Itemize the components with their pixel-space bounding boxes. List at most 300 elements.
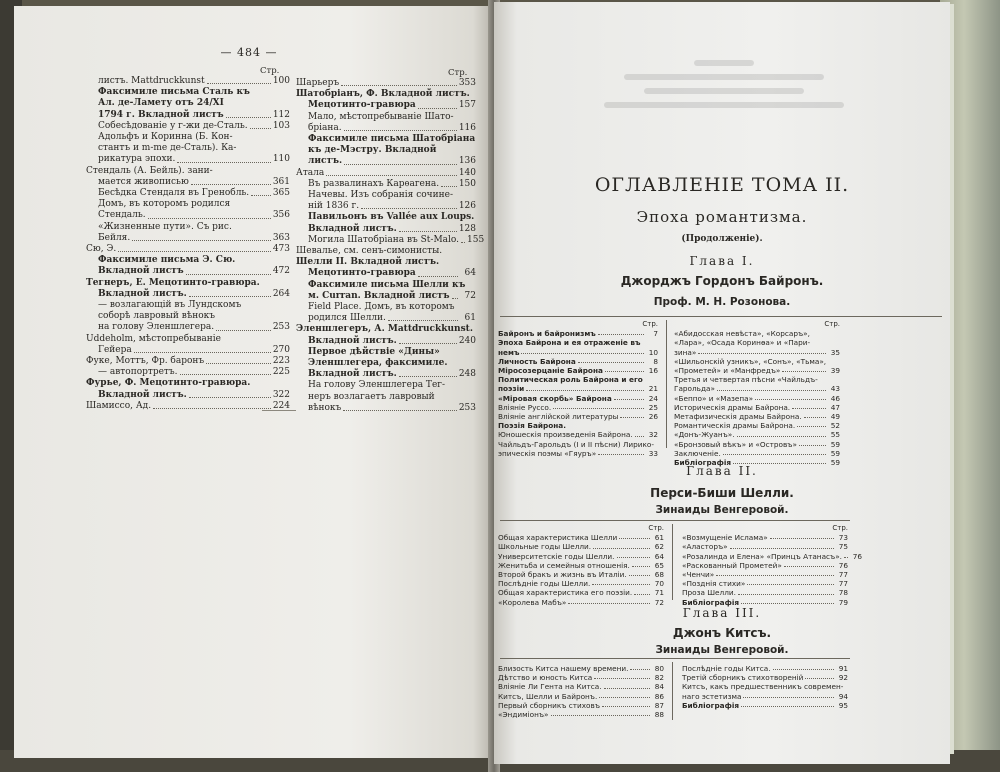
toc-entry-text: «Ченчи» [682,570,715,580]
index-entry-page: 140 [458,167,476,178]
chapter-1-author: Проф. М. Н. Розонова. [653,296,791,308]
index-entry-text: Адольфъ и Коринна (Б. Кон- [98,132,233,143]
index-entry [296,313,476,324]
index-entry [86,87,290,98]
toc-entry-text: Поэзія Байрона. [498,421,566,431]
index-entry-text: Мецотинто-гравюра [308,100,416,111]
toc-entry-leader-dots [617,557,651,558]
toc-entry [498,421,658,430]
index-entry-leader-dots [189,397,271,398]
index-entry [86,132,290,143]
chapter-1-column-divider [666,320,667,448]
toc-entry-text: «Раскованный Прометей» [682,560,782,570]
index-entry-leader-dots [361,208,457,209]
toc-entry-text: Послѣдніе годы Шелли. [498,579,591,589]
toc-entry-text: «Лара», «Осада Коринѳа» и «Пари- [674,338,811,348]
index-entry [296,302,476,313]
toc-entry-text: «Бронзовый вѣкъ» и «Островъ» [674,439,797,449]
toc-entry [674,366,840,375]
index-entry-leader-dots [452,298,458,299]
index-entry-page: 157 [458,100,476,111]
index-entry [296,224,476,235]
index-entry-text: «Жизненные пути». Съ рис. [98,221,232,232]
toc-entry [498,692,664,701]
toc-entry [674,412,840,421]
index-entry-leader-dots [399,376,457,377]
toc-entry-page: 24 [648,393,658,403]
index-entry-leader-dots [177,162,270,163]
toc-entry-page: 65 [654,560,664,570]
toc-entry-leader-dots [598,334,644,335]
toc-entry-text: Близость Китса нашему времени. [498,664,629,673]
index-entry-text: Бесѣдка Стендаля въ Гренобль. [98,188,250,199]
toc-entry [498,403,658,412]
toc-entry-text: «Абидосская невѣста», «Корсаръ», [674,329,810,339]
toc-entry [674,329,840,338]
toc-entry [498,329,658,338]
toc-entry-text: Проза Шелли. [682,588,736,598]
toc-entry [674,375,840,384]
toc-entry-leader-dots [568,603,650,604]
index-entry [86,390,290,401]
chapter-2-left-column [498,524,664,607]
index-entry [86,311,290,322]
index-entry-leader-dots [250,128,271,129]
index-entry-text: Сю, Э. [86,244,117,255]
chapter-1-right-column [674,320,840,467]
index-entry-text: Начевы. Изъ собранія сочине- [308,190,453,201]
index-entry-text: Павильонъ въ Vallée aux Loups. [308,212,475,223]
index-entry-text: на голову Эленшлегера. [98,322,215,333]
toc-entry [498,338,658,347]
toc-entry [682,588,848,597]
index-entry-leader-dots [388,320,458,321]
index-entry-leader-dots [344,130,457,131]
toc-entry-leader-dots [521,353,644,354]
toc-entry-leader-dots [784,566,834,567]
toc-entry [682,673,848,682]
index-entry-leader-dots [418,108,457,109]
index-entry-page: 472 [272,266,290,277]
index-entry-leader-dots [399,343,457,344]
toc-entry [682,570,848,579]
chapter-1-name: Джорджъ Гордонъ Байронъ. [620,274,824,288]
index-entry [86,345,290,356]
index-entry [86,199,290,210]
index-entry-text: Тегнеръ, Е. Мецотинто-гравюра. [86,277,260,288]
toc-entry-page: 61 [654,533,664,543]
toc-entry-page: 79 [838,597,848,607]
index-entry-leader-dots [326,175,457,176]
toc-entry-page: 39 [830,366,840,376]
toc-entry-text: зина» [674,347,697,357]
index-entry [296,392,476,403]
index-entry-page: 103 [272,120,290,131]
toc-entry-leader-dots [741,603,834,604]
index-entry-text: Гейера [98,344,132,355]
index-entry-leader-dots [186,274,271,275]
toc-entry [498,348,658,357]
index-entry-leader-dots [206,363,271,364]
index-entry-text: Атала [296,167,325,178]
toc-entry-text: Заключеніе. [674,448,721,458]
toc-entry-leader-dots [737,436,826,437]
toc-entry-leader-dots [723,454,826,455]
index-entry [86,233,290,244]
toc-entry [498,552,664,561]
index-entry-text: Эленшлегера, факсимиле. [308,358,448,369]
toc-entry-page: 80 [654,664,664,673]
toc-entry-leader-dots [792,408,826,409]
index-entry [296,89,476,100]
toc-entry-page: 71 [654,588,664,598]
toc-entry [498,682,664,691]
toc-entry-leader-dots [526,390,644,391]
index-entry-leader-dots [207,83,271,84]
index-entry-text: Факсимиле письма Сталь къ [98,87,250,98]
toc-entry-page: 55 [830,430,840,440]
toc-entry-text: «Королева Мабъ» [498,597,567,607]
index-entry-text: Шевалье, см. сенъ-симонисты. [296,246,443,257]
index-entry [296,234,485,246]
index-entry-leader-dots [134,352,271,353]
index-entry-leader-dots [216,330,271,331]
index-entry [296,358,476,369]
chapter-1-rule [500,316,942,317]
index-entry-leader-dots [251,195,271,196]
index-entry [296,100,476,111]
index-entry-text: неръ возлагаетъ лавровый [308,391,435,402]
chapter-2-right-column [682,524,862,607]
toc-entry-text: поэзіи [498,384,525,394]
toc-entry-text: Послѣдніе годы Китса. [682,664,771,673]
index-entry-leader-dots [344,164,457,165]
index-entry-page: 353 [458,78,476,88]
index-entry-text: Вкладной листъ. [308,369,397,380]
index-entry-page: 64 [464,268,476,279]
toc-entry-page: 78 [838,588,848,598]
index-entry [86,300,290,311]
index-entry [86,166,290,177]
toc-entry-page: 59 [830,458,840,468]
index-entry-page: 155 [467,234,485,245]
toc-entry [498,579,664,588]
chapter-1-right-page-header: Стр. [824,320,840,328]
index-entry [296,257,476,268]
toc-entry-leader-dots [594,678,650,679]
toc-entry [682,682,848,691]
index-entry-text: Факсимиле письма Шатобріана [308,134,476,145]
index-entry [86,378,290,389]
toc-entry-leader-dots [738,594,834,595]
toc-entry-leader-dots [717,390,826,391]
toc-entry-text: Школьные годы Шелли. [498,542,592,552]
index-entry [296,134,476,145]
toc-entry-page: 47 [830,402,840,412]
index-entry-text: Первое дѣйствіе «Дины» [308,346,440,357]
index-entry [86,244,290,255]
index-entry-text: Вкладной листъ. [308,335,397,346]
chapter-2-column-divider [672,524,673,600]
index-entry [296,179,476,190]
toc-entry-leader-dots [605,371,644,372]
index-entry [296,246,476,257]
index-entry [86,177,290,188]
toc-entry-page: 32 [648,430,658,440]
toc-entry-page: 95 [838,700,848,710]
chapter-3-author: Зинаиды Венгеровой. [655,644,789,656]
index-column-b [296,78,485,414]
toc-entry [682,664,848,673]
index-entry-text: листъ. [308,156,343,167]
toc-subtitle: Эпоха романтизма. [636,208,808,226]
index-entry [296,168,476,179]
toc-entry [498,588,664,597]
toc-entry-text: Библіографія [674,458,732,468]
toc-entry-leader-dots [620,417,644,418]
toc-entry-leader-dots [614,399,644,400]
index-entry [296,201,476,212]
index-entry-leader-dots [399,231,457,232]
toc-entry-page: 75 [838,542,848,552]
index-entry-text: рикатура эпохи. [98,154,176,165]
toc-entry-page: 76 [852,551,862,561]
index-entry-leader-dots [180,374,271,375]
index-entry [86,121,290,132]
toc-entry-page: 62 [654,542,664,552]
index-entry-page: 473 [272,244,290,255]
index-entry [86,76,290,87]
index-entry-page: 365 [272,188,290,199]
index-entry [86,143,290,154]
toc-entry-page: 72 [654,597,664,607]
toc-entry-leader-dots [716,575,834,576]
index-entry-text: м. Curran. Вкладной листъ [308,290,450,301]
toc-entry-page: 94 [838,691,848,701]
toc-entry-text: «Шильонскій узникъ», «Сонъ», «Тьма», [674,356,827,366]
toc-entry-text: Вліяніе англійской литературы [498,412,619,422]
chapter-3-label: Глава III. [682,606,762,620]
toc-entry-text: Байронъ и байронизмъ [498,329,596,339]
index-entry [296,78,476,89]
index-entry-text: На голову Эленшлегера Тег- [308,380,446,391]
chapter-3-column-divider [672,662,673,720]
index-entry [86,222,290,233]
toc-entry-leader-dots [634,594,650,595]
index-entry-text: Мецотинто-гравюра [308,268,416,279]
index-entry [296,190,476,201]
toc-entry-page: 88 [654,710,664,720]
toc-entry-text: Китсъ, Шелли и Байронъ. [498,691,598,701]
index-entry [86,278,290,289]
toc-entry [498,533,664,542]
index-entry-page: 116 [458,122,476,133]
index-entry-text: Вкладной листъ. [308,223,397,234]
toc-entry-text: «Донъ-Жуанъ». [674,430,735,440]
index-entry-leader-dots [461,242,465,243]
index-entry-leader-dots [191,184,271,185]
index-entry [86,98,290,109]
toc-entry-text: Третья и четвертая пѣсни «Чайльдъ- [674,375,818,385]
toc-entry-text: «Беппо» и «Мазепа» [674,393,754,403]
toc-continuation: (Продолженіе). [681,234,763,244]
index-entry-text: Фурье, Ф. Мецотинто-гравюра. [86,378,251,389]
index-entry-page: 112 [272,109,290,120]
index-entry-page: 240 [458,335,476,346]
toc-entry-text: Эпоха Байрона и ея отраженіе въ [498,338,641,348]
toc-entry-leader-dots [629,575,650,576]
toc-entry [682,551,862,561]
index-column-a [86,76,290,412]
index-entry-text: 1794 г. Вкладной листъ [98,109,224,120]
toc-entry-leader-dots [619,538,650,539]
toc-entry [682,579,848,588]
index-entry-page: 270 [272,344,290,355]
toc-entry [674,384,840,393]
index-entry-leader-dots [189,296,271,297]
toc-entry-text: Гарольда» [674,384,715,394]
toc-entry-page: 92 [838,673,848,683]
toc-entry-page: 59 [830,439,840,449]
toc-entry-leader-dots [602,706,650,707]
toc-entry-leader-dots [599,697,650,698]
toc-entry-leader-dots [797,426,826,427]
chapter-2-rule [500,520,850,521]
toc-entry-text: Историческія драмы Байрона. [674,402,791,412]
toc-entry-text: Университетскіе годы Шелли. [498,551,615,561]
toc-entry-page: 64 [654,551,664,561]
index-entry-page: 356 [272,210,290,221]
toc-entry-leader-dots [730,548,834,549]
chapter-3-left-column [498,664,664,719]
chapter-2-author: Зинаиды Венгеровой. [655,504,789,516]
index-entry-text: Могила Шатобріана въ St-Malo. [308,234,460,245]
toc-entry-leader-dots [698,353,826,354]
index-entry [86,401,290,412]
index-entry-text: Стендаль (А. Бейль). зани- [86,165,213,176]
index-entry [296,380,476,391]
toc-entry-text: Библіографія [682,597,740,607]
toc-entry [682,542,848,551]
index-entry-leader-dots [118,251,271,252]
index-entry-text: Шарьеръ [296,78,340,88]
chapter-2-left-page-header: Стр. [648,524,664,532]
index-entry-page: 223 [272,356,290,367]
toc-entry-leader-dots [805,678,834,679]
index-entry-page: 363 [272,232,290,243]
index-entry-text: Эленшлегеръ, А. Mattdruckkunst. [296,324,473,335]
index-entry [86,334,290,345]
toc-entry [674,440,840,449]
toc-entry-leader-dots [593,548,650,549]
index-entry [296,403,476,414]
column-b-page-header: Стр. [448,68,468,78]
toc-entry [498,394,658,403]
column-a-page-header: Стр. [260,66,280,76]
separator-rule [262,410,296,411]
toc-entry-text: «Эндиміонъ» [498,710,549,720]
toc-entry-text: Вліяніе Руссо. [498,402,552,412]
toc-entry [682,701,848,710]
index-entry-page: 361 [272,176,290,187]
index-entry [86,110,290,121]
chapter-1-left-column [498,320,658,458]
index-entry [296,112,476,123]
toc-entry-page: 73 [838,533,848,543]
index-entry-page: 72 [464,290,476,301]
index-entry-text: Вкладной листъ [98,266,184,277]
faded-show-through-text [574,52,874,142]
chapter-3-rule [500,658,850,659]
toc-entry-text: Первый сборникъ стиховъ [498,700,600,710]
toc-entry-page: 84 [654,682,664,692]
toc-entry-text: Метафизическія драмы Байрона. [674,412,802,422]
index-entry [296,369,476,380]
index-entry-text: Въ развалинахъ Карѳагена. [308,178,440,189]
toc-entry-leader-dots [844,557,848,558]
toc-entry-text: Чайльдъ-Гарольдъ (I и II пѣсни) Лирико- [498,439,654,449]
index-entry [86,188,290,199]
index-entry [86,266,290,277]
toc-entry-text: Дѣтство и юность Китса [498,673,593,683]
toc-entry [674,430,840,439]
index-entry-text: соборѣ лавровый вѣнокъ [98,311,216,322]
toc-entry [498,664,664,673]
toc-entry-leader-dots [799,445,826,446]
index-entry [296,336,476,347]
toc-entry-text: «Міровая скорбь» Байрона [498,393,612,403]
index-entry-page: 150 [458,178,476,189]
toc-entry [498,561,664,570]
index-entry [296,268,476,279]
toc-entry-text: эпическія поэмы «Гяуръ» [498,448,597,458]
index-entry [296,347,476,358]
index-entry-text: Собесѣдованіе у г-жи де-Сталь. [98,120,248,131]
toc-entry-page: 33 [648,448,658,458]
index-entry-text: Uddeholm, мѣстопребываніе [86,333,221,344]
toc-entry-leader-dots [773,669,834,670]
index-entry-leader-dots [153,408,271,409]
toc-entry-page: 10 [648,347,658,357]
index-entry-text: — возлагающій въ Лундскомъ [98,300,242,311]
toc-entry [682,533,848,542]
index-entry-page: 126 [458,201,476,212]
index-entry-leader-dots [132,240,271,241]
index-entry-leader-dots [343,410,457,411]
toc-entry-leader-dots [598,454,644,455]
index-entry-text: Вкладной листъ. [98,389,187,400]
index-entry-leader-dots [418,276,458,277]
index-entry-page: 110 [272,154,290,165]
index-entry [296,324,476,335]
index-entry [86,322,290,333]
right-page [494,2,950,764]
toc-entry [674,449,840,458]
toc-entry-page: 82 [654,673,664,683]
index-entry-leader-dots [226,117,271,118]
index-entry-text: — автопортретъ. [98,367,178,378]
index-entry [86,154,290,165]
index-entry [86,255,290,266]
index-entry-page: 248 [458,369,476,380]
toc-entry-page: 52 [830,421,840,431]
toc-entry-page: 46 [830,393,840,403]
index-entry-text: Field Place. Домъ, въ которомъ [308,302,455,313]
toc-entry-text: «Позднія стихи» [682,579,746,589]
toc-entry-leader-dots [604,688,650,689]
toc-entry-page: 43 [830,384,840,394]
toc-entry [674,348,840,357]
